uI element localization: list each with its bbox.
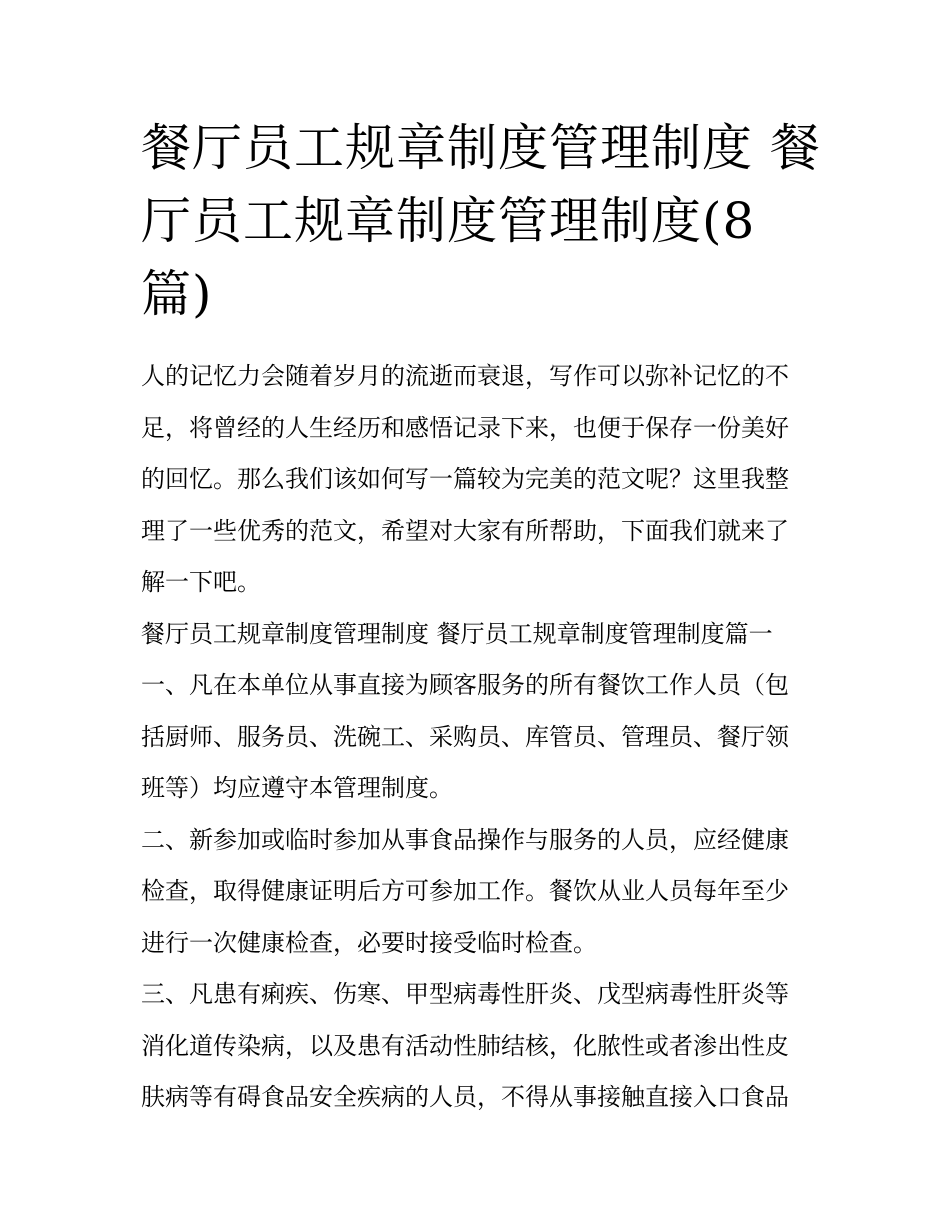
rule-2-line: 进行一次健康检查，必要时接受临时检查。: [141, 928, 597, 957]
section-heading-text: 餐厅员工规章制度管理制度 餐厅员工规章制度管理制度篇一: [141, 619, 773, 648]
title-line-1: 餐厅员工规章制度管理制度 餐: [141, 119, 821, 177]
intro-line: 人的记忆力会随着岁月的流逝而衰退，写作可以弥补记忆的不: [141, 362, 789, 390]
document-body: [141, 351, 821, 1124]
rule-1-line: 一、凡在本单位从事直接为顾客服务的所有餐饮工作人员（包: [141, 671, 789, 699]
rule-2-paragraph: [141, 815, 821, 970]
rule-3-paragraph: [141, 969, 821, 1124]
rule-1-line: 括厨师、服务员、洗碗工、采购员、库管员、管理员、餐厅领: [141, 722, 789, 751]
intro-line: 足，将曾经的人生经历和感悟记录下来，也便于保存一份美好: [141, 413, 789, 442]
rule-1-line: 班等）均应遵守本管理制度。: [141, 774, 453, 802]
rule-2-line: 检查，取得健康证明后方可参加工作。餐饮从业人员每年至少: [141, 877, 789, 905]
title-line-2: 厅员工规章制度管理制度(8: [141, 192, 756, 250]
rule-3-line: 消化道传染病，以及患有活动性肺结核，化脓性或者渗出性皮: [141, 1031, 789, 1060]
rule-3-line: 三、凡患有痢疾、伤寒、甲型病毒性肝炎、戊型病毒性肝炎等: [141, 980, 789, 1008]
rule-3-line: 肤病等有碍食品安全疾病的人员，不得从事接触直接入口食品: [141, 1083, 789, 1111]
intro-paragraph: [141, 351, 821, 609]
section-heading: [141, 609, 821, 661]
rule-1-paragraph: [141, 660, 821, 815]
rule-2-line: 二、新参加或临时参加从事食品操作与服务的人员，应经健康: [141, 825, 789, 854]
document-title: [141, 112, 821, 331]
document-page: [141, 112, 821, 1124]
title-line-3: 篇): [141, 265, 213, 323]
intro-line: 的回忆。那么我们该如何写一篇较为完美的范文呢？这里我整: [141, 465, 789, 493]
intro-line: 理了一些优秀的范文，希望对大家有所帮助，下面我们就来了: [141, 516, 789, 545]
intro-line: 解一下吧。: [141, 568, 261, 596]
